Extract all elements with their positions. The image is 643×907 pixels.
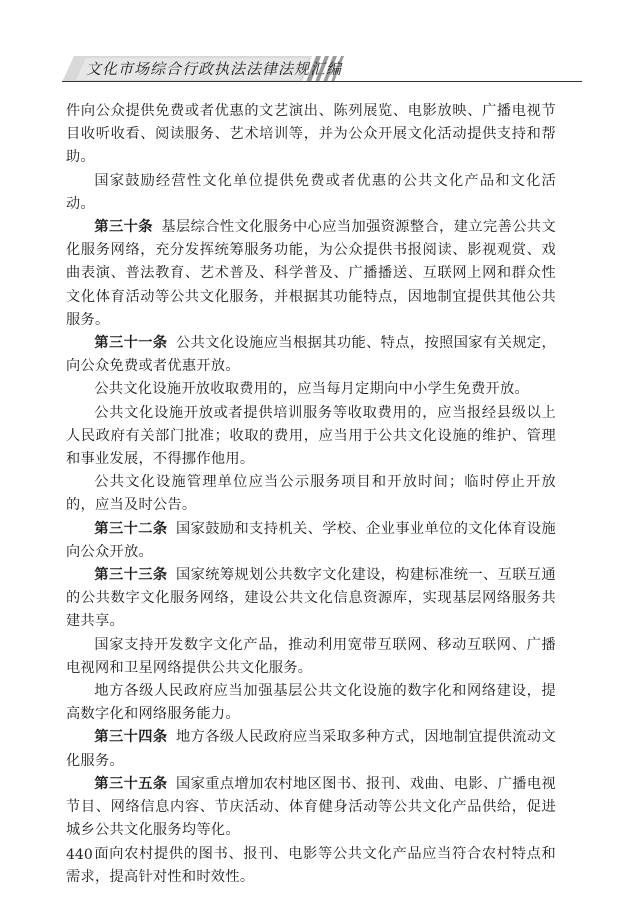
paragraph-text: 国家支持开发数字文化产品，推动利用宽带互联网、移动互联网、广播电视网和卫星网络提供公共文化服务。 bbox=[66, 636, 556, 676]
article-number: 第三十四条 bbox=[94, 729, 168, 746]
article-number: 第三十三条 bbox=[94, 567, 168, 584]
article-34 bbox=[66, 726, 556, 772]
paragraph-text: 国家鼓励和支持机关、学校、企业事业单位的文化体育设施向公众开放。 bbox=[66, 520, 556, 560]
paragraph-text: 公共文化设施管理单位应当公示服务项目和开放时间；临时停止开放的，应当及时公告。 bbox=[66, 474, 556, 514]
article-number: 第三十条 bbox=[94, 219, 153, 236]
paragraph-text: 国家鼓励经营性文化单位提供免费或者优惠的公共文化产品和文化活动。 bbox=[66, 172, 556, 212]
paragraph-text: 地方各级人民政府应当加强基层公共文化设施的数字化和网络建设，提高数字化和网络服务能力。 bbox=[66, 683, 556, 723]
article-33 bbox=[66, 564, 556, 634]
body-text bbox=[66, 100, 556, 889]
article-number: 第三十二条 bbox=[94, 520, 168, 537]
paragraph-text: 公共文化设施应当根据其功能、特点，按照国家有关规定，向公众免费或者优惠开放。 bbox=[66, 335, 556, 375]
paragraph bbox=[66, 402, 556, 472]
paragraph bbox=[66, 170, 556, 216]
paragraph-text: 件向公众提供免费或者优惠的文艺演出、陈列展览、电影放映、广播电视节目收听收看、阅读服务、艺术培训等，并为公众开展文化活动提供支持和帮助。 bbox=[66, 103, 556, 166]
paragraph-text: 基层综合性文化服务中心应当加强资源整合，建立完善公共文化服务网络，充分发挥统筹服务功能，为公众提供书报阅读、影视观赏、戏曲表演、普法教育、艺术普及、科学普及、广播播送、互联网上网和群众性文化体育活动等公共文化服务，并根据其功能特点，因地制宜提供其他公共服务。 bbox=[66, 219, 556, 328]
paragraph bbox=[66, 378, 556, 401]
article-number: 第三十一条 bbox=[94, 335, 168, 352]
paragraph-text: 公共文化设施开放或者提供培训服务等收取费用的，应当报经县级以上人民政府有关部门批准；收取的费用，应当用于公共文化设施的维护、管理和事业发展，不得挪作他用。 bbox=[66, 404, 556, 468]
paragraph bbox=[66, 100, 556, 170]
running-header bbox=[62, 54, 582, 82]
page-number: 440 bbox=[66, 847, 93, 863]
article-31 bbox=[66, 332, 556, 378]
article-32 bbox=[66, 518, 556, 564]
paragraph bbox=[66, 634, 556, 680]
paragraph-text: 国家统筹规划公共数字文化建设，构建标准统一、互联互通的公共数字文化服务网络，建设公共文化信息资源库，实现基层网络服务共建共享。 bbox=[66, 567, 556, 630]
paragraph bbox=[66, 843, 556, 889]
paragraph bbox=[66, 471, 556, 517]
article-number: 第三十五条 bbox=[94, 775, 168, 792]
article-35 bbox=[66, 773, 556, 843]
paragraph-text: 地方各级人民政府应当采取多种方式，因地制宜提供流动文化服务。 bbox=[66, 729, 556, 769]
paragraph bbox=[66, 680, 556, 726]
paragraph-text: 公共文化设施开放收取费用的，应当每月定期向中小学生免费开放。 bbox=[94, 381, 530, 398]
paragraph-text: 国家重点增加农村地区图书、报刊、戏曲、电影、广播电视节目、网络信息内容、节庆活动、体育健身活动等公共文化产品供给，促进城乡公共文化服务均等化。 bbox=[66, 775, 556, 839]
paragraph-text: 面向农村提供的图书、报刊、电影等公共文化产品应当符合农村特点和需求，提高针对性和时效性。 bbox=[66, 845, 556, 885]
article-30 bbox=[66, 216, 556, 332]
header-title: 文化市场综合行政执法法律法规汇编 bbox=[86, 60, 343, 78]
